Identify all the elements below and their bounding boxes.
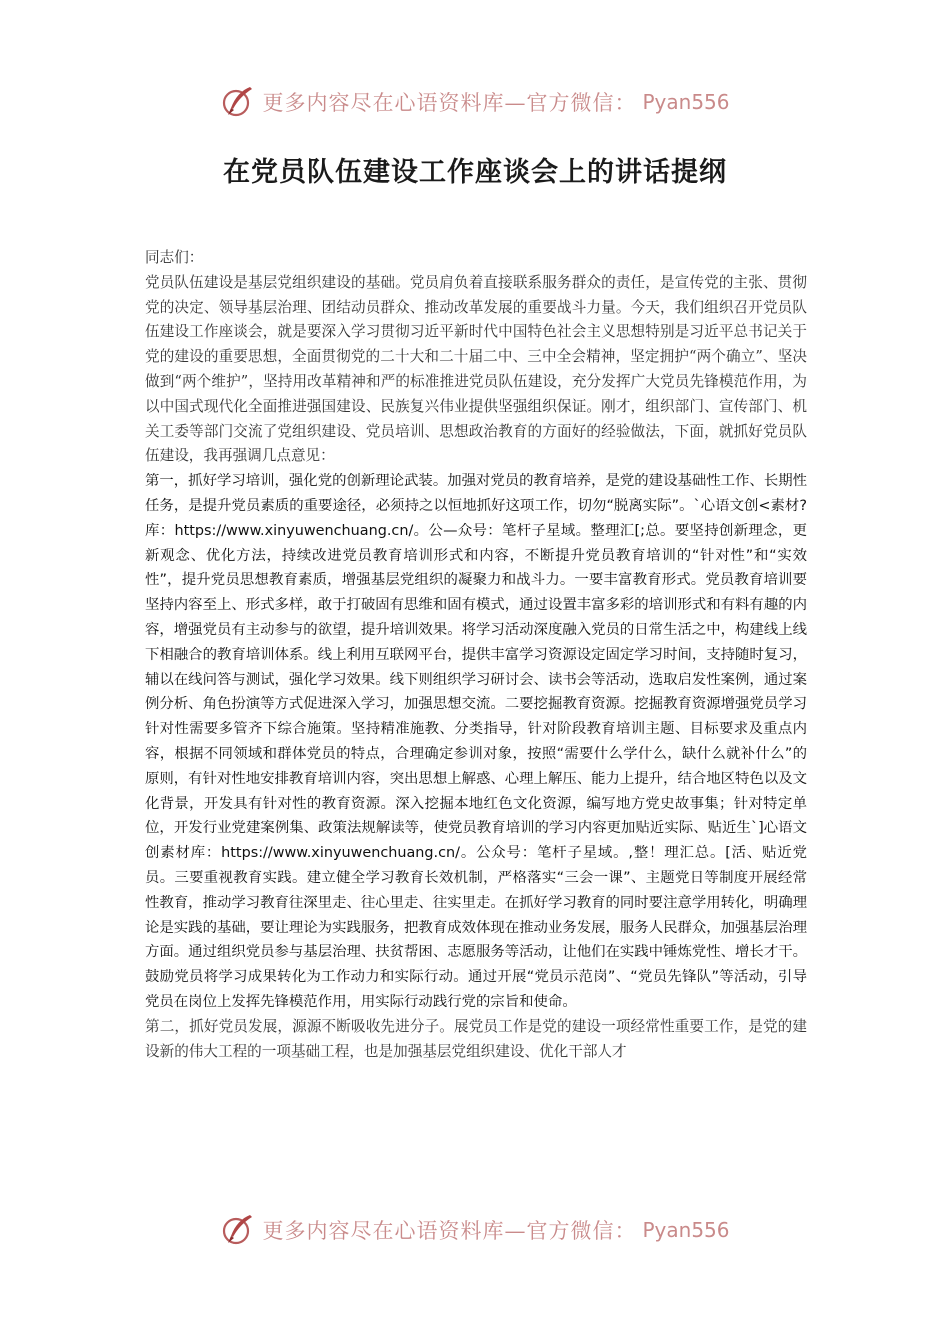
banner-text: 更多内容尽在心语资料库—官方微信： [262, 91, 637, 115]
banner-wechat-handle: Pyan556 [642, 1218, 730, 1242]
quill-pen-logo-icon [220, 84, 256, 120]
intro-paragraph: 党员队伍建设是基层党组织建设的基础。党员肩负着直接联系服务群众的责任，是宣传党的主张、贯彻党的决定、领导基层治理、团结动员群众、推动改革发展的重要战斗力量。今天，我们组织召开党员队伍建设工作座谈会，就是要深入学习贯彻习近平新时代中国特色社会主义思想特别是习近平总书记关于党的建设的重要思想，全面贯彻党的二十大和二十届二中、三中全会精神，坚定拥护“两个确立”、坚决做到“两个维护”，坚持用改革精神和严的标准推进党员队伍建设，充分发挥广大党员先锋模范作用，为以中国式现代化全面推进强国建设、民族复兴伟业提供坚强组织保证。刚才，组织部门、宣传部门、机关工委等部门交流了党组织建设、党员培训、思想政治教育的方面好的经验做法，下面，就抓好党员队伍建设，我再强调几点意见： [145, 273, 807, 465]
salutation: 同志们： [145, 249, 204, 266]
header-watermark-banner [0, 82, 950, 122]
banner-wechat-handle: Pyan556 [642, 90, 730, 114]
section-two-paragraph: 第二，抓好党员发展，源源不断吸收先进分子。展党员工作是党的建设一项经常性重要工作，是党的建设新的伟大工程的一项基础工程，也是加强基层党组织建设、优化干部人才 [145, 1017, 807, 1060]
section-one-paragraph: 第一，抓好学习培训，强化党的创新理论武装。加强对党员的教育培养，是党的建设基础性工作、长期性任务，是提升党员素质的重要途径，必须持之以恒地抓好这项工作，切勿“脱离实际”。`心语文创<素材?库：https://www.xinyuwenchuang.cn/。公—众号：笔杆子星域。整理汇[;总。要坚持创新理念，更新观念、优化方法，持续改进党员教育培训形式和内容，不断提升党员教育培训的“针对性”和“实效性”，提升党员思想教育素质，增强基层党组织的凝聚力和战斗力。一要丰富教育形式。党员教育培训要坚持内容至上、形式多样，敢于打破固有思维和固有模式，通过设置丰富多彩的培训形式和有料有趣的内容，增强党员有主动参与的欲望，提升培训效果。将学习活动深度融入党员的日常生活之中，构建线上线下相融合的教育培训体系。线上利用互联网平台，提供丰富学习资源设定固定学习时间，支持随时复习，辅以在线问答与测试，强化学习效果。线下则组织学习研讨会、读书会等活动，选取启发性案例，通过案例分析、角色扮演等方式促进深入学习，加强思想交流。二要挖掘教育资源。挖掘教育资源增强党员学习针对性需要多管齐下综合施策。坚持精准施教、分类指导，针对阶段教育培训主题、目标要求及重点内容，根据不同领域和群体党员的特点，合理确定参训对象，按照“需要什么学什么，缺什么就补什么”的原则，有针对性地安排教育培训内容，突出思想上解惑、心理上解压、能力上提升，结合地区特色以及文化背景，开发具有针对性的教育资源。深入挖掘本地红色文化资源，编写地方党史故事集；针对特定单位，开发行业党建案例集、政策法规解读等，使党员教育培训的学习内容更加贴近实际、贴近生`]心语文创素材库：https://www.xinyuwenchuang.cn/。公众号：笔杆子星域。,整！理汇总。[活、贴近党员。三要重视教育实践。建立健全学习教育长效机制，严格落实“三会一课”、主题党日等制度开展经常性教育，推动学习教育往深里走、往心里走、往实里走。在抓好学习教育的同时要注意学用转化，明确理论是实践的基础，要让理论为实践服务，把教育成效体现在推动业务发展，服务人民群众，加强基层治理方面。通过组织党员参与基层治理、扶贫帮困、志愿服务等活动，让他们在实践中锤炼党性、增长才干。鼓励党员将学习成果转化为工作动力和实际行动。通过开展“党员示范岗”、“党员先锋队”等活动，引导党员在岗位上发挥先锋模范作用，用实际行动践行党的宗旨和使命。 [145, 473, 807, 1010]
quill-pen-logo-icon [220, 1212, 256, 1248]
footer-watermark-banner [0, 1210, 950, 1250]
document-body [145, 246, 807, 1064]
banner-text: 更多内容尽在心语资料库—官方微信： [262, 1219, 637, 1243]
document-title: 在党员队伍建设工作座谈会上的讲话提纲 [223, 157, 727, 188]
